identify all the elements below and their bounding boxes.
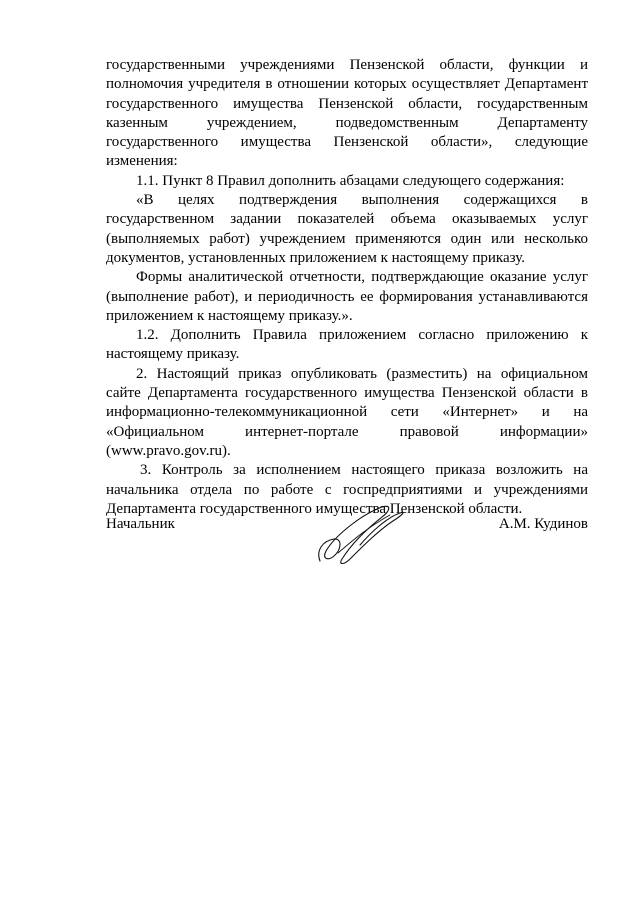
paragraph-item-1-1: 1.1. Пункт 8 Правил дополнить абзацами следующего содержания: <box>136 172 565 189</box>
signer-name: А.М. Кудинов <box>498 516 588 532</box>
paragraph-quoted-text: «В целях подтверждения выполнения содержащихся в государственном задании показателей объема оказываемых услуг (выполняемых работ) учреждением применяются один или несколько документов, установленных приложением к настоящему приказу. <box>106 192 588 266</box>
paragraph-intro-continuation: государственными учреждениями Пензенской области, функции и полномочия учредителя в отношении которых осуществляет Департамент государственного имущества Пензенской области, государственным казенным учреждением, подведомственным Департаменту государственного имущества Пензенской области», следующие изменения: <box>106 57 588 170</box>
paragraph-item-3: 3. Контроль за исполнением настоящего приказа возложить на начальника отдела по работе с госпредприятиями и учреждениями Департамента государственного имущества Пензенской области. <box>106 462 588 517</box>
paragraph-item-2: 2. Настоящий приказ опубликовать (разместить) на официальном сайте Департамента государственного имущества Пензенской области в информационно-телекоммуникационной сети «Интернет» и на «Официальном интернет-портале правовой информации» (www.pravo.gov.ru). <box>106 365 588 459</box>
document-body <box>106 56 588 519</box>
paragraph-item-1-2: 1.2. Дополнить Правила приложением согласно приложению к настоящему приказу. <box>106 327 588 363</box>
paragraph-analytic-forms: Формы аналитической отчетности, подтверждающие оказание услуг (выполнение работ), и периодичность ее формирования устанавливаются приложением к настоящему приказу.». <box>106 269 588 324</box>
handwritten-signature <box>312 501 412 571</box>
signature-block <box>106 515 588 585</box>
signer-title: Начальник <box>106 516 175 532</box>
